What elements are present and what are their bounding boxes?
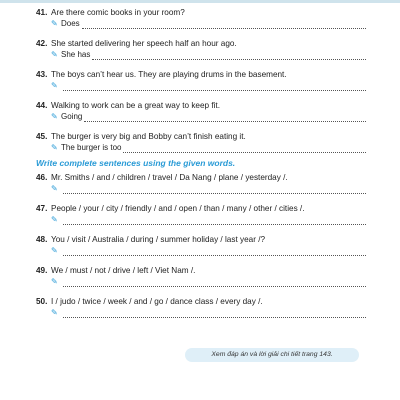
- question-number: 42.: [36, 39, 48, 48]
- question-number: 41.: [36, 8, 48, 17]
- dotted-line: [123, 145, 366, 153]
- top-band: [0, 0, 400, 3]
- answer-line-41[interactable]: [51, 18, 366, 29]
- question-number: 43.: [36, 70, 48, 79]
- answer-line-45[interactable]: [51, 142, 366, 153]
- pencil-icon: ✎: [51, 50, 58, 59]
- dotted-line: [63, 217, 366, 225]
- question-50: [36, 297, 366, 307]
- sentence-start: She has: [61, 50, 91, 59]
- answer-line-44[interactable]: [51, 111, 366, 122]
- dotted-line: [84, 114, 366, 122]
- question-text: The boys can’t hear us. They are playing drums in the basement.: [51, 70, 287, 79]
- answer-reference-note: Xem đáp án và lời giải chi tiết trang 143.: [185, 348, 359, 362]
- question-number: 46.: [36, 173, 48, 182]
- section-title: Write complete sentences using the given words.: [36, 158, 236, 168]
- pencil-icon: ✎: [51, 143, 58, 152]
- answer-line-43[interactable]: [51, 80, 366, 91]
- question-text: You / visit / Australia / during / summer holiday / last year /?: [51, 235, 266, 244]
- answer-line-48[interactable]: [51, 245, 366, 256]
- question-number: 48.: [36, 235, 48, 244]
- dotted-line: [63, 83, 366, 91]
- question-number: 45.: [36, 132, 48, 141]
- question-46: [36, 173, 366, 183]
- exercise-content: [36, 8, 366, 318]
- sentence-start: The burger is too: [61, 143, 122, 152]
- pencil-icon: ✎: [51, 19, 58, 28]
- question-text: Walking to work can be a great way to keep fit.: [51, 101, 220, 110]
- dotted-line: [82, 21, 366, 29]
- pencil-icon: ✎: [51, 308, 58, 317]
- pencil-icon: ✎: [51, 184, 58, 193]
- answer-line-47[interactable]: [51, 214, 366, 225]
- question-41: [36, 8, 366, 18]
- question-text: The burger is very big and Bobby can’t finish eating it.: [51, 132, 246, 141]
- question-43: [36, 70, 366, 80]
- answer-line-49[interactable]: [51, 276, 366, 287]
- question-49: [36, 266, 366, 276]
- question-48: [36, 235, 366, 245]
- dotted-line: [63, 186, 366, 194]
- pencil-icon: ✎: [51, 215, 58, 224]
- answer-line-50[interactable]: [51, 307, 366, 318]
- sentence-start: Going: [61, 112, 83, 121]
- question-text: People / your / city / friendly / and / open / than / many / other / cities /.: [51, 204, 305, 213]
- dotted-line: [92, 52, 366, 60]
- question-47: [36, 204, 366, 214]
- dotted-line: [63, 310, 366, 318]
- question-42: [36, 39, 366, 49]
- answer-line-42[interactable]: [51, 49, 366, 60]
- question-text: I / judo / twice / week / and / go / dance class / every day /.: [51, 297, 263, 306]
- pencil-icon: ✎: [51, 246, 58, 255]
- question-text: Mr. Smiths / and / children / travel / Da Nang / plane / yesterday /.: [51, 173, 288, 182]
- pencil-icon: ✎: [51, 81, 58, 90]
- question-number: 49.: [36, 266, 48, 275]
- sentence-start: Does: [61, 19, 80, 28]
- question-number: 44.: [36, 101, 48, 110]
- question-45: [36, 132, 366, 142]
- pencil-icon: ✎: [51, 277, 58, 286]
- answer-line-46[interactable]: [51, 183, 366, 194]
- question-number: 50.: [36, 297, 48, 306]
- question-44: [36, 101, 366, 111]
- dotted-line: [63, 279, 366, 287]
- question-text: She started delivering her speech half an hour ago.: [51, 39, 237, 48]
- dotted-line: [63, 248, 366, 256]
- pencil-icon: ✎: [51, 112, 58, 121]
- question-text: Are there comic books in your room?: [51, 8, 185, 17]
- question-text: We / must / not / drive / left / Viet Nam /.: [51, 266, 196, 275]
- question-number: 47.: [36, 204, 48, 213]
